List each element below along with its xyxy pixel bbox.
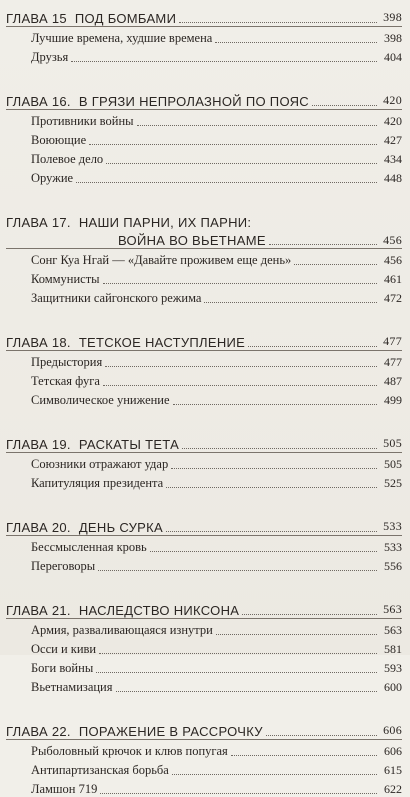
section-title: Капитуляция президента [31, 476, 164, 490]
section-title: Воюющие [31, 133, 87, 147]
section-entry[interactable] [6, 555, 402, 574]
chapter-entry [6, 0, 402, 65]
chapter-heading[interactable] [6, 204, 402, 230]
chapter-entry [6, 592, 402, 695]
section-page-number: 477 [384, 355, 402, 369]
chapter-number: ГЛАВА 19. [6, 437, 71, 452]
dot-leader [215, 41, 377, 43]
dot-leader [179, 21, 377, 23]
dot-leader [242, 613, 377, 615]
section-page-number: 472 [384, 291, 402, 305]
chapter-page-number: 563 [383, 602, 402, 616]
section-page-number: 487 [384, 374, 402, 388]
section-title: Коммунисты [31, 272, 100, 286]
section-page-number: 581 [384, 642, 402, 656]
section-entry[interactable] [6, 370, 402, 389]
section-title: Бессмысленная кровь [31, 540, 147, 554]
section-title: Тетская фуга [31, 374, 100, 388]
section-title: Вьетнамизация [31, 680, 113, 694]
dot-leader [116, 690, 377, 692]
section-title: Символическое унижение [31, 393, 170, 407]
section-title: Союзники отражают удар [31, 457, 169, 471]
section-entry[interactable] [6, 287, 402, 306]
dot-leader [182, 447, 377, 449]
section-entry[interactable] [6, 453, 402, 472]
chapter-gap [6, 186, 402, 204]
chapter-title: РАСКАТЫ ТЕТА [78, 437, 180, 452]
section-title: Переговоры [31, 559, 96, 573]
dot-leader [89, 143, 377, 145]
dot-leader [172, 773, 377, 775]
dot-leader [100, 792, 377, 794]
section-page-number: 615 [384, 763, 402, 777]
dot-leader [166, 486, 377, 488]
dot-leader [103, 384, 377, 386]
section-page-number: 456 [384, 253, 402, 267]
section-title: Друзья [31, 50, 69, 64]
section-entry[interactable] [6, 676, 402, 695]
dot-leader [106, 162, 377, 164]
dot-leader [231, 754, 377, 756]
section-entry[interactable] [6, 778, 402, 797]
dot-leader [103, 282, 377, 284]
section-title: Противники войны [31, 114, 134, 128]
table-of-contents [6, 0, 402, 797]
chapter-number: ГЛАВА 21. [6, 603, 71, 618]
dot-leader [99, 652, 377, 654]
chapter-title: ТЕТСКОЕ НАСТУПЛЕНИЕ [78, 335, 246, 350]
section-entry[interactable] [6, 129, 402, 148]
section-title: Лучшие времена, худшие времена [31, 31, 213, 45]
chapter-entry [6, 324, 402, 408]
section-entry[interactable] [6, 27, 402, 46]
section-title: Антипартизанская борьба [31, 763, 169, 777]
chapter-title: НАСЛЕДСТВО НИКСОНА [78, 603, 240, 618]
chapter-entry [6, 426, 402, 491]
chapter-title: В ГРЯЗИ НЕПРОЛАЗНОЙ ПО ПОЯС [78, 94, 309, 109]
chapter-entry [6, 713, 402, 797]
section-title: Армия, разваливающаяся изнутри [31, 623, 213, 637]
dot-leader [150, 550, 377, 552]
section-page-number: 622 [384, 782, 402, 796]
section-page-number: 525 [384, 476, 402, 490]
dot-leader [204, 301, 377, 303]
chapter-page-number: 456 [383, 233, 402, 247]
section-entry[interactable] [6, 536, 402, 555]
section-entry[interactable] [6, 472, 402, 491]
section-title: Рыболовный крючок и клюв попугая [31, 744, 228, 758]
chapter-title: ПОД БОМБАМИ [74, 11, 177, 26]
chapter-heading[interactable] [6, 713, 402, 739]
section-page-number: 448 [384, 171, 402, 185]
dot-leader [105, 365, 377, 367]
section-title: Предыстория [31, 355, 103, 369]
dot-leader [166, 530, 377, 532]
section-entry[interactable] [6, 268, 402, 287]
dot-leader [216, 633, 377, 635]
dot-leader [96, 671, 377, 673]
chapter-page-number: 477 [383, 334, 402, 348]
dot-leader [137, 124, 377, 126]
section-page-number: 533 [384, 540, 402, 554]
chapter-gap [6, 65, 402, 83]
dot-leader [98, 569, 377, 571]
section-title: Сонг Куа Нгай — «Давайте проживем еще день» [31, 253, 292, 267]
section-title: Осси и киви [31, 642, 97, 656]
chapter-number: ГЛАВА 16. [6, 94, 71, 109]
section-page-number: 461 [384, 272, 402, 286]
section-page-number: 434 [384, 152, 402, 166]
section-entry[interactable] [6, 657, 402, 676]
dot-leader [71, 60, 377, 62]
chapter-page-number: 533 [383, 519, 402, 533]
section-page-number: 398 [384, 31, 402, 45]
section-page-number: 427 [384, 133, 402, 147]
chapter-page-number: 606 [383, 723, 402, 737]
chapter-gap [6, 491, 402, 509]
section-entry[interactable] [6, 46, 402, 65]
dot-leader [171, 467, 377, 469]
section-title: Боги войны [31, 661, 94, 675]
section-page-number: 556 [384, 559, 402, 573]
chapter-title: НАШИ ПАРНИ, ИХ ПАРНИ: [78, 215, 252, 230]
section-entry[interactable] [6, 148, 402, 167]
section-page-number: 499 [384, 393, 402, 407]
chapter-heading[interactable] [6, 426, 402, 452]
section-page-number: 606 [384, 744, 402, 758]
chapter-number: ГЛАВА 15 [6, 11, 67, 26]
dot-leader [269, 243, 377, 245]
dot-leader [248, 345, 377, 347]
chapter-heading[interactable] [6, 324, 402, 350]
chapter-page-number: 505 [383, 436, 402, 450]
section-page-number: 593 [384, 661, 402, 675]
chapter-number: ГЛАВА 22. [6, 724, 71, 739]
chapter-number: ГЛАВА 18. [6, 335, 71, 350]
chapter-heading[interactable] [6, 83, 402, 109]
chapter-page-number: 420 [383, 93, 402, 107]
chapter-heading[interactable] [6, 592, 402, 618]
section-entry[interactable] [6, 740, 402, 759]
section-entry[interactable] [6, 351, 402, 370]
chapter-number: ГЛАВА 20. [6, 520, 71, 535]
chapter-gap [6, 574, 402, 592]
chapter-gap [6, 695, 402, 713]
chapter-title: ПОРАЖЕНИЕ В РАССРОЧКУ [78, 724, 263, 739]
section-page-number: 600 [384, 680, 402, 694]
section-title: Защитники сайгонского режима [31, 291, 202, 305]
chapter-gap [6, 408, 402, 426]
section-page-number: 563 [384, 623, 402, 637]
chapter-entry [6, 83, 402, 186]
section-entry[interactable] [6, 389, 402, 408]
chapter-page-number: 398 [383, 10, 402, 24]
section-page-number: 420 [384, 114, 402, 128]
section-page-number: 505 [384, 457, 402, 471]
chapter-title: ДЕНЬ СУРКА [78, 520, 163, 535]
section-entry[interactable] [6, 759, 402, 778]
chapter-entry [6, 509, 402, 574]
section-entry[interactable] [6, 167, 402, 186]
section-entry[interactable] [6, 619, 402, 638]
section-page-number: 404 [384, 50, 402, 64]
dot-leader [312, 104, 377, 106]
section-title: Ламшон 719 [31, 782, 98, 796]
dot-leader [266, 734, 377, 736]
chapter-gap [6, 306, 402, 324]
chapter-heading-continued[interactable] [6, 230, 402, 248]
section-entry[interactable] [6, 249, 402, 268]
section-title: Полевое дело [31, 152, 104, 166]
chapter-title-line2: ВОЙНА ВО ВЬЕТНАМЕ [118, 233, 266, 248]
dot-leader [76, 181, 377, 183]
chapter-heading[interactable] [6, 509, 402, 535]
chapter-entry [6, 204, 402, 306]
dot-leader [294, 263, 377, 265]
dot-leader [173, 403, 377, 405]
section-entry[interactable] [6, 638, 402, 657]
section-entry[interactable] [6, 110, 402, 129]
chapter-heading[interactable] [6, 0, 402, 26]
chapter-number: ГЛАВА 17. [6, 215, 71, 230]
section-title: Оружие [31, 171, 74, 185]
